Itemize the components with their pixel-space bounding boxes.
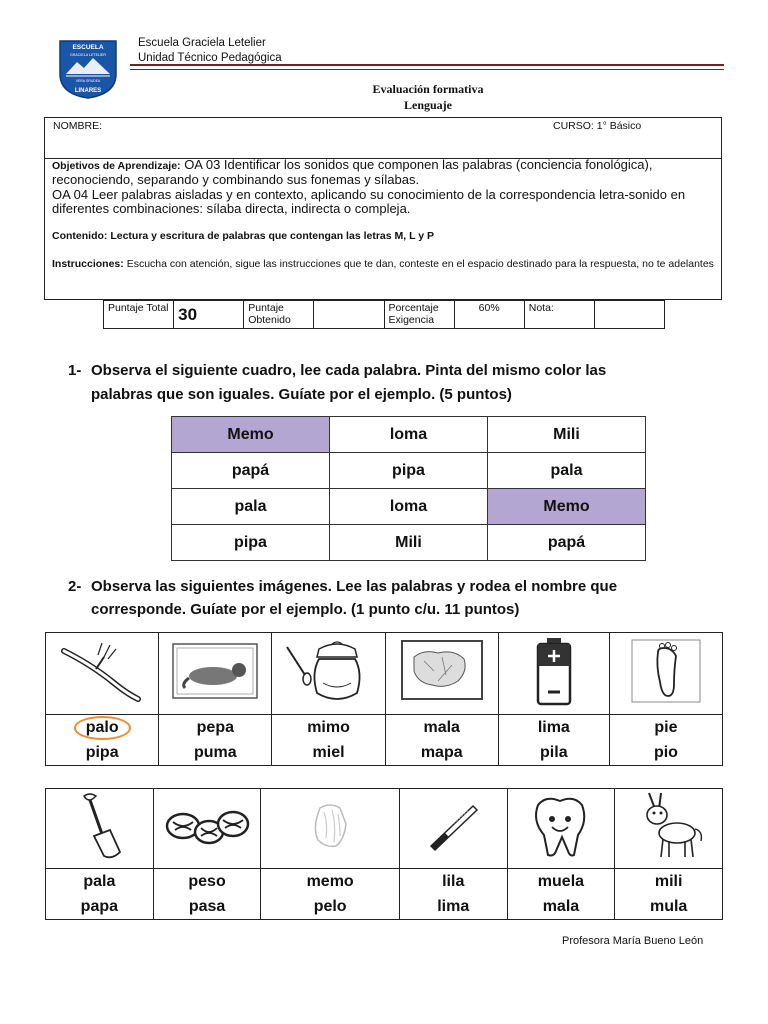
word-option[interactable]: lila xyxy=(442,873,465,890)
word-cell xyxy=(272,715,385,766)
logo-motto: VERA GRUDEA xyxy=(75,79,101,83)
word-option[interactable]: mili xyxy=(654,873,683,890)
grid-cell[interactable]: pala xyxy=(172,489,330,525)
grid-cell[interactable]: Mili xyxy=(330,525,488,561)
word-cell xyxy=(385,715,498,766)
header-rule-thin xyxy=(130,69,724,70)
word-cell xyxy=(153,869,261,920)
stick-icon xyxy=(52,635,152,707)
picture-table-1 xyxy=(45,632,723,766)
grade-label: Nota: xyxy=(524,301,594,329)
picture-table-2 xyxy=(45,788,723,920)
grid-cell[interactable]: loma xyxy=(330,489,488,525)
word-cell xyxy=(261,869,399,920)
grid-cell[interactable]: papá xyxy=(172,453,330,489)
word-option[interactable]: mapa xyxy=(420,744,463,761)
grid-cell[interactable]: pipa xyxy=(330,453,488,489)
raisins-icon xyxy=(159,796,255,856)
word-option[interactable]: pila xyxy=(540,744,568,761)
grade-value-field[interactable] xyxy=(594,301,664,329)
objectives-label: Objetivos de Aprendizaje: xyxy=(52,160,181,172)
shovel-icon xyxy=(64,790,134,862)
word-option[interactable]: lima xyxy=(437,898,470,915)
name-course-box xyxy=(44,117,722,159)
obtained-value-field[interactable] xyxy=(314,301,384,329)
word-option[interactable]: pipa xyxy=(85,744,119,761)
school-header xyxy=(138,36,282,66)
school-unit: Unidad Técnico Pedagógica xyxy=(138,52,282,64)
content-text: Contenido: Lectura y escritura de palabras que contengan las letras M, L y P xyxy=(52,230,434,242)
nail-file-icon xyxy=(413,794,493,858)
picture-cell xyxy=(498,633,609,715)
picture-cell xyxy=(261,789,399,869)
instructions xyxy=(52,257,716,271)
picture-cell xyxy=(272,633,385,715)
picture-cell xyxy=(609,633,722,715)
word-option[interactable]: pasa xyxy=(188,898,226,915)
word-option[interactable]: pepa xyxy=(196,719,234,736)
doc-subtitle: Lenguaje xyxy=(404,98,452,112)
picture-cell xyxy=(46,789,154,869)
picture-cell xyxy=(399,789,507,869)
grid-cell[interactable]: papá xyxy=(488,525,646,561)
logo-top-text: ESCUELA xyxy=(72,44,104,51)
total-value: 30 xyxy=(174,301,244,329)
q1-text-1: Observa el siguiente cuadro, lee cada palabra. Pinta del mismo color las xyxy=(91,362,607,379)
circled-answer[interactable]: palo xyxy=(74,716,131,740)
percent-label: Porcentaje Exigencia xyxy=(384,301,454,329)
doc-title: Evaluación formativa xyxy=(372,82,484,96)
grid-cell[interactable]: pala xyxy=(488,453,646,489)
honey-jar-icon xyxy=(279,633,379,709)
word-cell xyxy=(609,715,722,766)
grid-cell[interactable]: Memo xyxy=(172,417,330,453)
q1-text-2: palabras que son iguales. Guíate por el ejemplo. (5 puntos) xyxy=(91,386,512,403)
picture-cell xyxy=(615,789,723,869)
objectives xyxy=(52,158,722,217)
instructions-text: Escucha con atención, sigue las instrucciones que te dan, conteste en el espacio destinado para la respuesta, no te adelantes xyxy=(126,258,714,270)
word-cell xyxy=(159,715,272,766)
q2-text-2: corresponde. Guíate por el ejemplo. (1 punto c/u. 11 puntos) xyxy=(91,601,520,618)
picture-cell xyxy=(159,633,272,715)
tooth-icon xyxy=(516,791,606,861)
percent-value: 60% xyxy=(454,301,524,329)
word-option[interactable]: puma xyxy=(194,744,237,761)
score-table xyxy=(103,300,665,329)
word-option[interactable]: mala xyxy=(423,719,460,736)
header-rule xyxy=(130,64,724,66)
q2-number: 2- xyxy=(68,578,82,595)
school-name: Escuela Graciela Letelier xyxy=(138,37,266,49)
q1-number: 1- xyxy=(68,362,82,379)
picture-cell xyxy=(507,789,615,869)
name-label: NOMBRE: xyxy=(53,120,103,132)
grid-cell[interactable]: Memo xyxy=(488,489,646,525)
word-cell xyxy=(507,869,615,920)
word-option[interactable]: papa xyxy=(80,898,119,915)
word-option[interactable]: pala xyxy=(83,873,116,890)
word-option[interactable]: pelo xyxy=(313,898,347,915)
word-option[interactable]: mula xyxy=(649,898,688,915)
grid-cell[interactable]: Mili xyxy=(488,417,646,453)
word-cell xyxy=(46,869,154,920)
word-option[interactable]: lima xyxy=(537,719,570,736)
word-cell xyxy=(498,715,609,766)
word-option[interactable]: peso xyxy=(188,873,226,890)
word-option[interactable]: mimo xyxy=(307,719,350,736)
objectives-text-2: OA 04 Leer palabras aisladas y en contexto, aplicando su conocimiento de la correspondencia letra-sonido en diferentes combinaciones: sílaba directa, indirecta o compleja. xyxy=(52,186,686,216)
word-option[interactable]: memo xyxy=(306,873,354,890)
picture-cell xyxy=(385,633,498,715)
objectives-text-1: OA 03 Identificar los sonidos que componen las palabras (conciencia fonológica), reconociendo, separando y combinando sus fonemas y sílabas. xyxy=(52,157,653,187)
course-label: CURSO: 1° Básico xyxy=(553,120,642,132)
hair-icon xyxy=(290,794,370,858)
battery-icon xyxy=(524,634,584,708)
logo-bottom-text: LINARES xyxy=(74,88,102,94)
word-cell xyxy=(46,715,159,766)
grid-cell[interactable]: pipa xyxy=(172,525,330,561)
word-option[interactable]: pio xyxy=(653,744,678,761)
word-cell xyxy=(615,869,723,920)
instructions-label: Instrucciones: xyxy=(52,258,124,270)
foot-icon xyxy=(618,636,714,706)
word-cell xyxy=(399,869,507,920)
grid-cell[interactable]: loma xyxy=(330,417,488,453)
map-icon xyxy=(394,635,490,707)
obtained-label: Puntaje Obtenido xyxy=(244,301,314,329)
word-option[interactable]: mala xyxy=(542,898,580,915)
word-grid xyxy=(171,416,646,561)
donkey-icon xyxy=(629,789,709,863)
picture-cell xyxy=(153,789,261,869)
word-option[interactable]: pie xyxy=(654,719,678,736)
ferret-icon xyxy=(167,638,263,704)
teacher-name: Profesora María Bueno León xyxy=(562,935,704,947)
total-label: Puntaje Total xyxy=(104,301,174,329)
q2-text-1: Observa las siguientes imágenes. Lee las palabras y rodea el nombre que xyxy=(91,578,618,595)
word-option[interactable]: miel xyxy=(312,744,345,761)
picture-cell xyxy=(46,633,159,715)
word-option[interactable]: muela xyxy=(537,873,585,890)
logo-sub-text: GRACIELA LETELIER xyxy=(70,53,106,57)
